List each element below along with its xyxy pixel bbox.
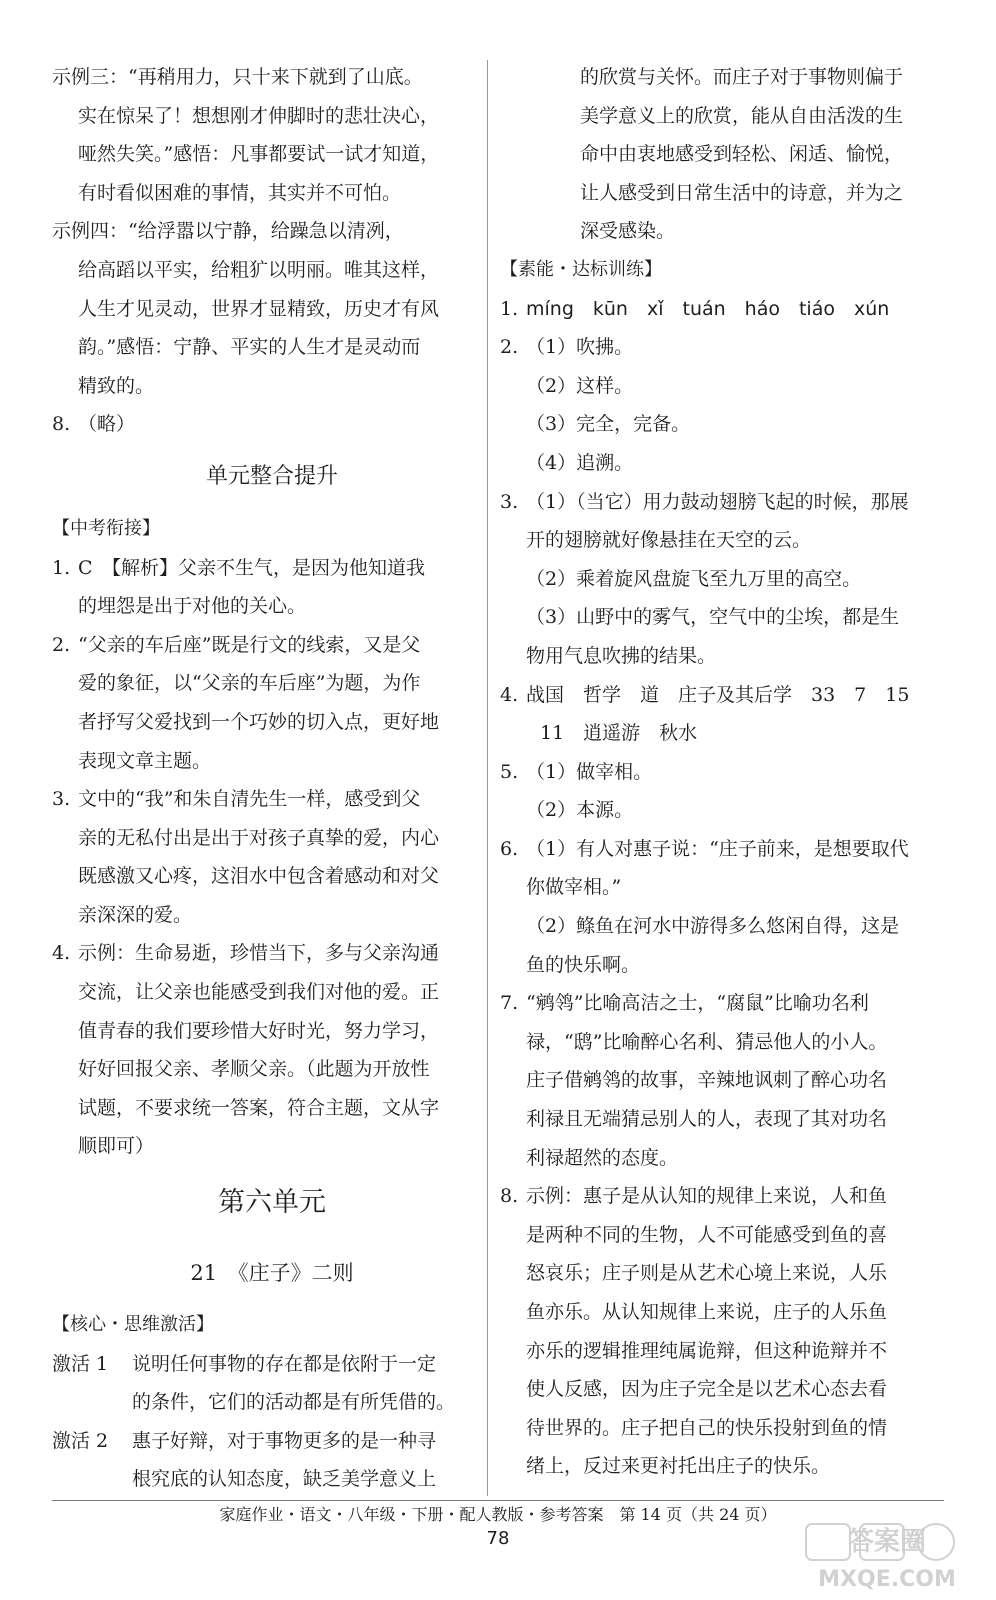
question-number: 5. — [500, 760, 519, 783]
text-line: （3）山野中的雾气，空气中的尘埃，都是生 — [526, 606, 900, 629]
question-number: 8. — [500, 1185, 519, 1208]
text-line: 的埋怨是出于对他的关心。 — [78, 595, 307, 618]
text-line: （3）完全，完备。 — [526, 413, 691, 436]
text-line: 有时看似困难的事情，其实并不可怕。 — [78, 181, 402, 204]
text-line: 根究底的认知态度，缺乏美学意义上 — [132, 1468, 437, 1491]
text-line: 顺即可） — [78, 1135, 155, 1158]
text-line: 亲的无私付出是出于对孩子真挚的爱，内心 — [78, 826, 440, 849]
text-line: 怒哀乐；庄子则是从艺术心境上来说，人乐 — [526, 1262, 888, 1285]
text-line: 既感激又心疼，这泪水中包含着感动和对父 — [78, 865, 440, 888]
question-6 — [500, 830, 940, 984]
watermark-bottom-text: MXQE.COM — [818, 1567, 956, 1592]
text-line: 韵。”感悟：宁静、平实的人生才是灵动而 — [78, 336, 421, 359]
text-line: 精致的。 — [78, 374, 155, 397]
question-number: 2. — [500, 336, 519, 359]
page-footer: 家庭作业・语文・八年级・下册・配人教版・参考答案 第 14 页（共 24 页） — [219, 1505, 777, 1524]
text-line: 物用气息吹拂的结果。 — [526, 644, 717, 667]
question-number: 6. — [500, 837, 519, 860]
zhongkao-item-2 — [52, 626, 492, 780]
example-four — [52, 212, 492, 405]
activation-label: 激活 2 — [52, 1429, 109, 1452]
question-3 — [500, 483, 940, 676]
text-line: （4）追溯。 — [526, 451, 634, 474]
question-5 — [500, 753, 940, 830]
text-line: 是两种不同的生物，人不可能感受到鱼的喜 — [526, 1223, 888, 1246]
text-line: 鱼亦乐。从认知规律上来说，庄子的人乐鱼 — [526, 1301, 888, 1323]
text-line: 示例：生命易逝，珍惜当下，多与父亲沟通 — [78, 942, 440, 965]
question-2 — [500, 328, 940, 482]
suneng-heading: 【素能・达标训练】 — [500, 258, 662, 280]
text-line: 表现文章主题。 — [78, 749, 212, 772]
question-1 — [500, 290, 940, 329]
watermark-top-text: 答案圈 — [847, 1527, 927, 1557]
question-number: 4. — [52, 942, 71, 965]
hexin-heading: 【核心・思维激活】 — [52, 1314, 214, 1336]
section-heading: 单元整合提升 — [205, 463, 338, 489]
text-line: 让人感受到日常生活中的诗意，并为之 — [580, 181, 904, 204]
text-line: 说明任何事物的存在都是依附于一定 — [132, 1352, 437, 1375]
unit-title: 第六单元 — [218, 1187, 326, 1219]
text-line: 亲深深的爱。 — [78, 903, 193, 926]
text-line: 命中由衷地感受到轻松、闲适、愉悦， — [580, 143, 904, 166]
example-three — [52, 58, 492, 212]
question-number: 3. — [52, 788, 71, 811]
text-line: 11 逍遥游 秋水 — [540, 722, 698, 745]
activation-label: 激活 1 — [52, 1352, 109, 1375]
watermark-logo — [798, 1520, 976, 1592]
text-line: 利禄超然的态度。 — [526, 1146, 679, 1169]
question-number: 7. — [500, 992, 519, 1015]
text-line: 的条件，它们的活动都是有所凭借的。 — [132, 1391, 456, 1414]
zhongkao-item-1 — [52, 549, 492, 626]
text-line: （2）这样。 — [526, 374, 634, 397]
text-line: 惠子好辩，对于事物更多的是一种寻 — [132, 1429, 437, 1452]
activation-2-continued — [500, 58, 940, 251]
text-line: 使人反感，因为庄子完全是以艺术心态去看 — [526, 1378, 888, 1401]
text-line: 实在惊呆了！想想刚才伸脚时的悲壮决心， — [78, 104, 440, 127]
text-line: 禄，“鸱”比喻醉心名利、猜忌他人的小人。 — [526, 1030, 888, 1053]
footer-rule — [52, 1500, 944, 1501]
text-line: （2）乘着旋风盘旋飞至九万里的高空。 — [526, 567, 862, 590]
right-column — [500, 58, 940, 1486]
question-8 — [500, 1177, 940, 1486]
activation-2 — [52, 1422, 492, 1499]
answer-text: （略） — [78, 413, 136, 436]
text-line: 人生才见灵动，世界才显精致，历史才有风 — [78, 297, 440, 320]
text-line: 爱的象征，以“父亲的车后座”为题，为作 — [78, 672, 421, 695]
text-line: 美学意义上的欣赏，能从自由活泼的生 — [580, 104, 904, 127]
left-column — [52, 58, 492, 1499]
question-7 — [500, 984, 940, 1177]
question-8-left — [52, 405, 492, 444]
text-line: 的欣赏与关怀。而庄子对于事物则偏于 — [580, 66, 904, 88]
activation-1 — [52, 1345, 492, 1422]
question-number: 1. — [52, 556, 71, 579]
column-divider — [487, 60, 488, 1496]
text-line: “父亲的车后座”既是行文的线索，又是父 — [78, 633, 421, 656]
text-line: （1）吹拂。 — [526, 336, 634, 359]
text-line: 开的翅膀就好像悬挂在天空的云。 — [526, 529, 812, 552]
question-number: 4. — [500, 683, 519, 706]
text-line: （1）（当它）用力鼓动翅膀飞起的时候，那展 — [526, 490, 909, 513]
question-number: 8. — [52, 413, 71, 436]
text-line: （1）做宰相。 — [526, 760, 653, 783]
text-line: 好好回报父亲、孝顺父亲。（此题为开放性 — [78, 1058, 430, 1081]
text-line: 待世界的。庄子把自己的快乐投射到鱼的情 — [526, 1416, 888, 1439]
text-line: 你做宰相。” — [526, 876, 622, 899]
text-line: 示例四：“给浮嚣以宁静，给躁急以清冽， — [52, 220, 404, 243]
text-line: （1）有人对惠子说：“庄子前来，是想要取代 — [526, 837, 909, 860]
text-line: C 【解析】父亲不生气，是因为他知道我 — [78, 556, 426, 579]
question-number: 3. — [500, 490, 519, 513]
text-line: 利禄且无端猜忌别人的人，表现了其对功名 — [526, 1108, 888, 1131]
text-line: 深受感染。 — [580, 220, 676, 243]
zhongkao-item-4 — [52, 934, 492, 1166]
zhongkao-item-3 — [52, 780, 492, 934]
text-line: 试题，不要求统一答案，符合主题，文从字 — [78, 1096, 440, 1119]
question-number: 1. — [500, 297, 519, 320]
text-line: “鹓鸰”比喻高洁之士，“腐鼠”比喻功名利 — [526, 992, 869, 1015]
text-line: 战国 哲学 道 庄子及其后学 33 7 15 — [526, 683, 910, 706]
text-line: 鱼的快乐啊。 — [526, 953, 641, 976]
text-line: 示例：惠子是从认知的规律上来说，人和鱼 — [526, 1185, 888, 1208]
text-line: 庄子借鹓鸰的故事，辛辣地讽刺了醉心功名 — [526, 1069, 888, 1092]
text-line: 给高蹈以平实，给粗犷以明丽。唯其这样， — [78, 258, 440, 281]
text-line: 值青春的我们要珍惜大好时光，努力学习， — [78, 1019, 440, 1042]
text-line: 哑然失笑。”感悟：凡事都要试一试才知道， — [78, 143, 440, 166]
lesson-title: 21 《庄子》二则 — [190, 1261, 354, 1286]
text-line: 绪上，反过来更衬托出庄子的快乐。 — [526, 1455, 831, 1478]
text-line: 亦乐的逻辑推理纯属诡辩，但这种诡辩并不 — [526, 1339, 888, 1362]
text-line: （2）本源。 — [526, 799, 634, 822]
zhongkao-heading: 【中考衔接】 — [52, 517, 160, 539]
text-line: 者抒写父爱找到一个巧妙的切入点，更好地 — [78, 710, 440, 733]
page-number: 78 — [486, 1528, 510, 1549]
text-line: （2）鲦鱼在河水中游得多么悠闲自得，这是 — [526, 915, 900, 938]
text-line: 示例三：“再稍用力，只十来下就到了山底。 — [52, 66, 423, 88]
pinyin-answer: míng kūn xǐ tuán háo tiáo xún — [526, 297, 890, 320]
question-number: 2. — [52, 633, 71, 656]
text-line: 交流，让父亲也能感受到我们对他的爱。正 — [78, 981, 440, 1004]
text-line: 文中的“我”和朱自清先生一样，感受到父 — [78, 788, 421, 811]
question-4 — [500, 676, 940, 753]
